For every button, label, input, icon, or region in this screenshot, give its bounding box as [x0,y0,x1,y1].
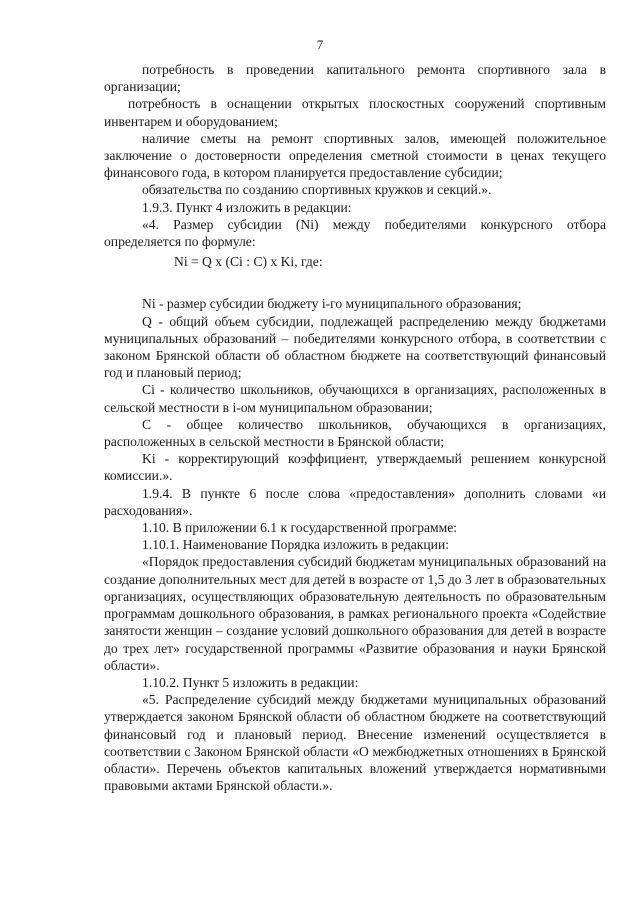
paragraph-1-10-2: 1.10.2. Пункт 5 изложить в редакции: [142,674,359,690]
paragraph-order-title: «Порядок предоставления субсидий бюджетам муниципальных образований на создание дополнительных мест для детей в возрасте от 1,5 до 3 лет в образовательных организациях, осуществляющих образовательную деятельность по образовательным программам дошкольного образования, в рамках регионального проекта «Содействие занятости женщин – создание условий дошкольного образования для детей в возрасте до трех лет» государственной программы «Развитие образования и науки Брянской области». [104,554,606,673]
spacer [104,270,606,295]
paragraph-point-5: «5. Распределение субсидий между бюджетами муниципальных образований утверждается законом Брянской области об областном бюджете на соответствующий финансовый год и плановый период. Внесение изменений осуществляется в соответствии с Законом Брянской области «О межбюджетных отношениях в Брянской области». Перечень объектов капитальных вложений утверждается нормативными правовыми актами Брянской области.». [104,692,606,794]
page-number: 7 [316,37,324,52]
paragraph-1-9-4: 1.9.4. В пункте 6 после слова «предоставления» дополнить словами «и расходования». [104,485,606,518]
paragraph-1-9-3: 1.9.3. Пункт 4 изложить в редакции: [142,199,352,215]
paragraph-estimate: наличие сметы на ремонт спортивных залов, имеющей положительное заключение о достоверности определения сметной стоимости в ценах текущего финансового года, в котором планируется предоставление субсидии; [104,130,606,181]
paragraph-sport-clubs: обязательства по созданию спортивных кружков и секций.». [142,182,492,198]
paragraph-def-ni: Ni - размер субсидии бюджету i-го муниципального образования; [142,296,522,312]
paragraph-1-10: 1.10. В приложении 6.1 к государственной программе: [142,520,458,536]
paragraph-subsidy-size: «4. Размер субсидии (Ni) между победителями конкурсного отбора определяется по формуле: [104,216,606,250]
body-text [104,61,606,794]
formula: Ni = Q x (Ci : C) x Ki, где: [174,254,323,270]
paragraph-sport-hall-repair: потребность в проведении капитального ремонта спортивного зала в организации; [104,62,606,95]
paragraph-def-ki: Ki - корректирующий коэффициент, утверждаемый решением конкурсной комиссии.». [104,451,606,484]
paragraph-def-c: C - общее количество школьников, обучающихся в организациях, расположенных в сельской местности в Брянской области; [104,416,606,450]
paragraph-def-ci: Ci - количество школьников, обучающихся в организациях, расположенных в сельской местности в i-ом муниципальном образовании; [104,382,606,415]
paragraph-def-q: Q - общий объем субсидии, подлежащей распределению между бюджетами муниципальных образований – победителями конкурсного отбора, в соответствии с законом Брянской области об областном бюджете на соответствующий финансовый год и плановый период; [104,313,606,381]
paragraph-1-10-1: 1.10.1. Наименование Порядка изложить в редакции: [142,537,449,553]
paragraph-sport-equipment: потребность в оснащении открытых плоскостных сооружений спортивным инвентарем и оборудованием; [104,96,606,129]
